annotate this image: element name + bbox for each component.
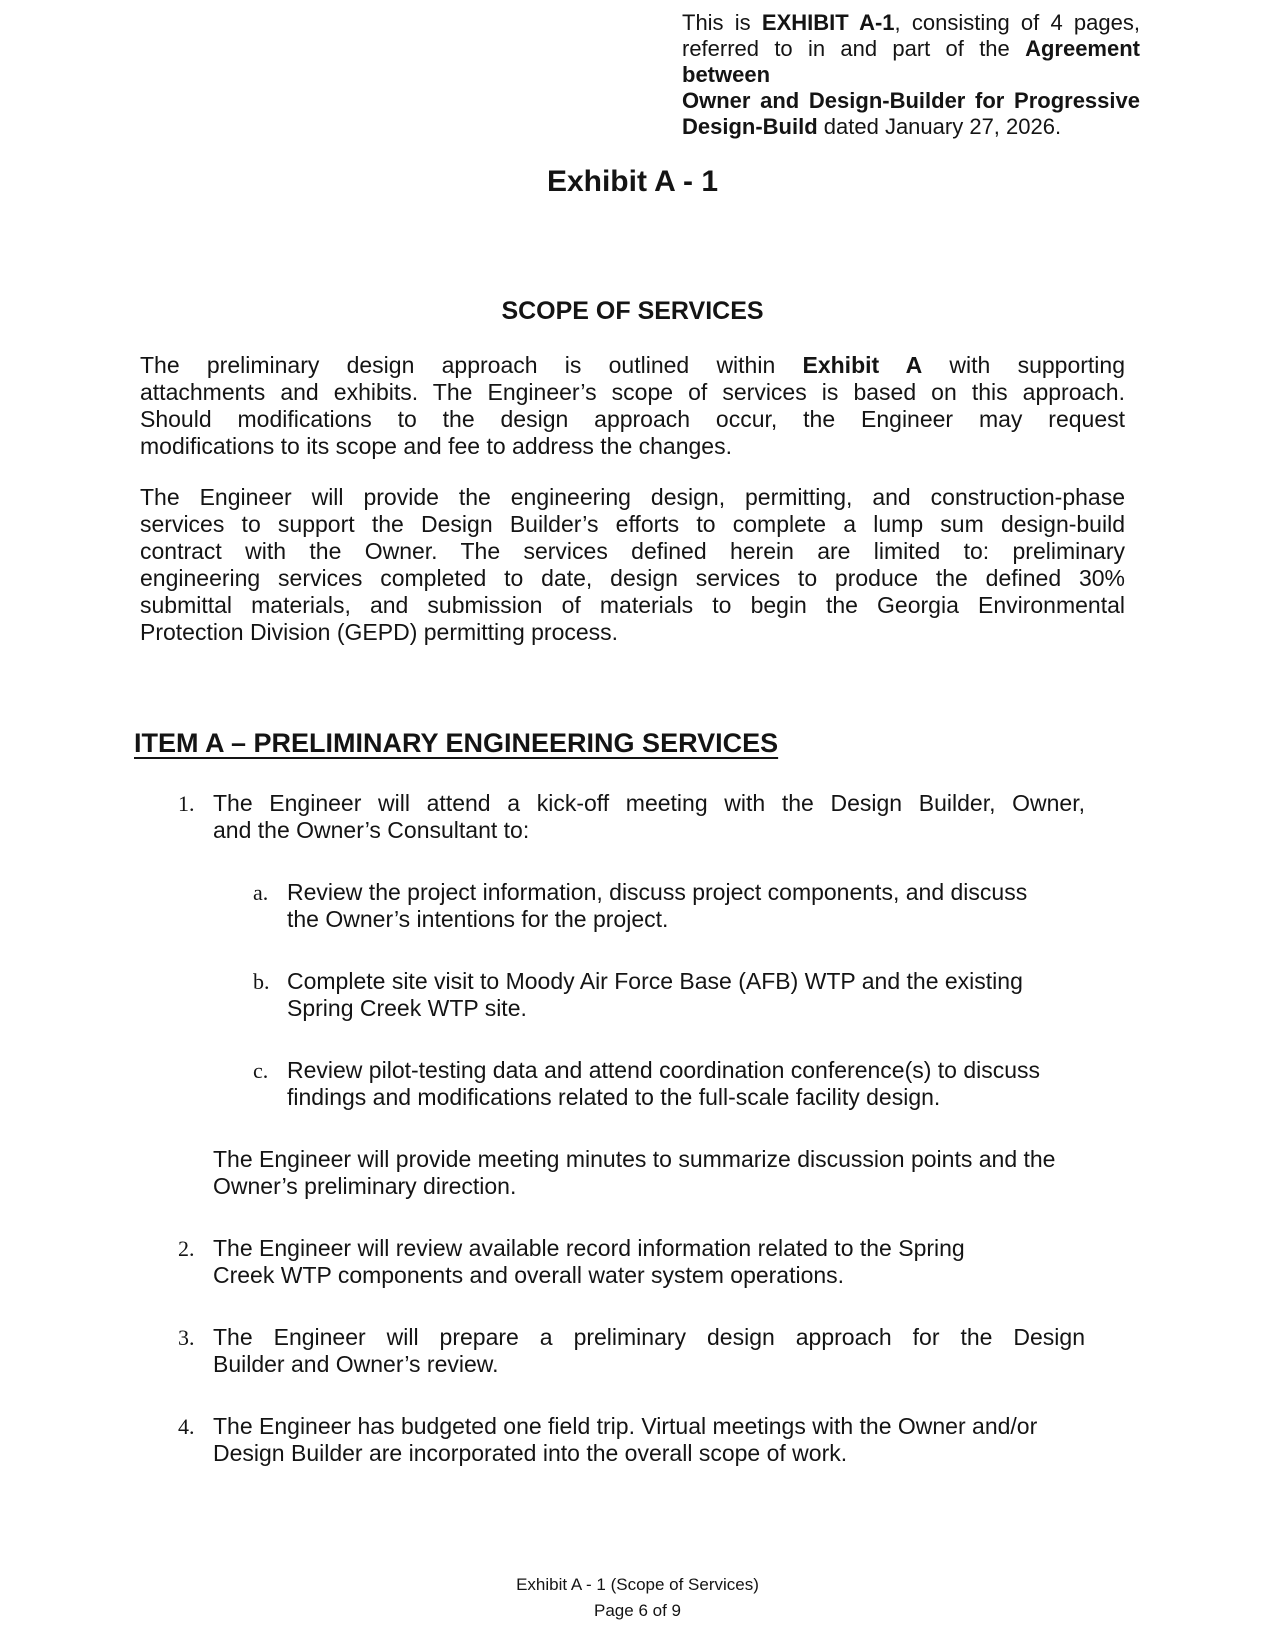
list-item-2-number: 2. — [178, 1236, 195, 1261]
intro-paragraph-1: The preliminary design approach is outlined within Exhibit A with supporting attachments and exhibits. The Engineer’s scope of services is based on this approach. Should modifications to the design approach occur, the Engineer may request modifications to its scope and fee to address the changes. — [140, 352, 1125, 459]
sublist-item-b-letter: b. — [253, 969, 270, 994]
intro-paragraph-2: The Engineer will provide the engineering design, permitting, and construction-phase services to support the Design Builder’s efforts to complete a lump sum design-build contract with the Owner. The services defined herein are limited to: preliminary engineering services completed to date, design services to produce the defined 30% submittal materials, and submission of materials to begin the Georgia Environmental Protection Division (GEPD) permitting process. — [140, 484, 1125, 645]
sublist-item-c — [253, 1057, 1125, 1111]
list-item-4-number: 4. — [178, 1414, 195, 1439]
list-item-1-number: 1. — [178, 791, 195, 816]
exhibit-stamp-note: This is EXHIBIT A-1, consisting of 4 pages, referred to in and part of the Agreement between Owner and Design-Builder for Progressive Design-Build dated January 27, 2026. — [682, 10, 1140, 139]
list-item-2-text: The Engineer will review available record information related to the Spring Creek WTP components and overall water system operations. — [213, 1235, 965, 1288]
list-item-3-text: The Engineer will prepare a preliminary design approach for the Design Builder and Owner’s review. — [213, 1324, 1085, 1377]
item-a-heading: ITEM A – PRELIMINARY ENGINEERING SERVICES — [134, 728, 779, 758]
document-content — [134, 0, 1140, 1467]
item-a-list — [140, 790, 1125, 1467]
sublist-item-b — [253, 968, 1125, 1022]
meeting-minutes-note: The Engineer will provide meeting minutes to summarize discussion points and the Owner’s preliminary direction. — [213, 1146, 1056, 1199]
list-item-1 — [178, 790, 1125, 844]
page-footer: Exhibit A - 1 (Scope of Services) Page 6 of 9 — [516, 1575, 759, 1620]
list-item-4 — [178, 1413, 1125, 1467]
list-item-4-text: The Engineer has budgeted one field trip. Virtual meetings with the Owner and/or Design Builder are incorporated into the overall scope of work. — [213, 1413, 1038, 1466]
list-item-3 — [178, 1324, 1125, 1378]
list-item-3-number: 3. — [178, 1325, 195, 1350]
sublist-item-a-letter: a. — [253, 880, 269, 905]
scope-of-services-heading: SCOPE OF SERVICES — [501, 297, 764, 325]
sublist-item-b-text: Complete site visit to Moody Air Force Base (AFB) WTP and the existing Spring Creek WTP site. — [287, 968, 1023, 1021]
sublist-item-c-letter: c. — [253, 1058, 269, 1083]
list-item-1-text: The Engineer will attend a kick-off meeting with the Design Builder, Owner, and the Owner’s Consultant to: — [213, 790, 1085, 843]
sublist-item-c-text: Review pilot-testing data and attend coordination conference(s) to discuss findings and modifications related to the full-scale facility design. — [287, 1057, 1041, 1110]
sublist-item-a-text: Review the project information, discuss project components, and discuss the Owner’s intentions for the project. — [287, 879, 1028, 932]
exhibit-title: Exhibit A - 1 — [546, 165, 719, 198]
sublist-item-a — [253, 879, 1125, 933]
list-item-2 — [178, 1235, 1125, 1289]
